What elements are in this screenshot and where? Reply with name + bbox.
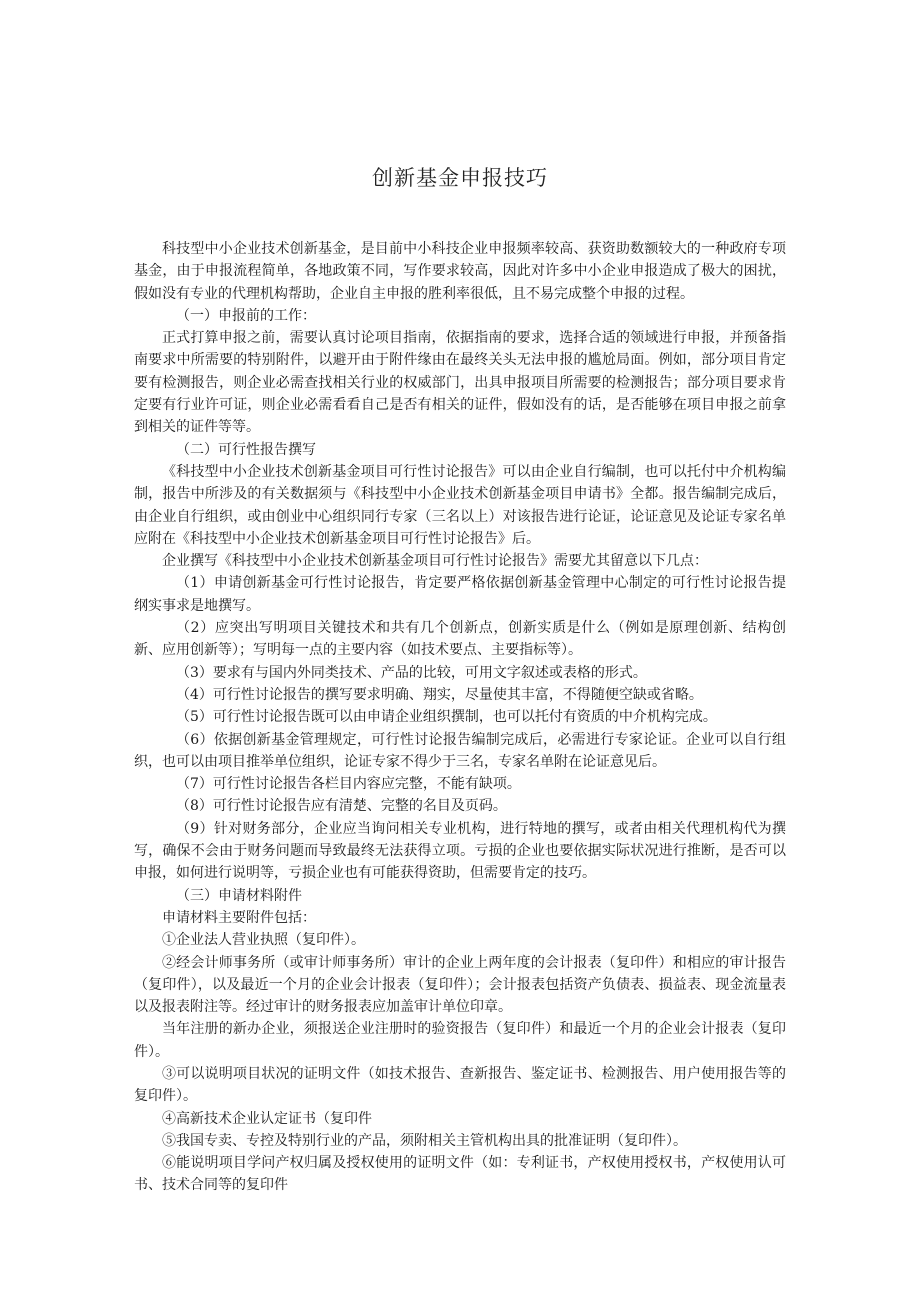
section-heading: （1）申请创新基金可行性讨论报告，肯定要严格依据创新基金管理中心制定的可行性讨论报告提纲实事求是地撰写。 (134, 575, 786, 614)
section-heading: （4）可行性讨论报告的撰写要求明确、翔实，尽量使其丰富，不得随便空缺或省略。 (176, 686, 703, 703)
paragraph: ⑥能说明项目学问产权归属及授权使用的证明文件（如：专利证书，产权使用授权书，产权使用认可书、技术合同等的复印件 (134, 1155, 786, 1194)
paragraph: 科技型中小企业技术创新基金，是目前中小科技企业申报频率较高、获资助数额较大的一种政府专项基金，由于申报流程简单，各地政策不同，写作要求较高，因此对许多中小企业申报造成了极大的困扰，假如没有专业的代理机构帮助，企业自主申报的胜利率很低，且不易完成整个申报的过程。 (134, 241, 786, 302)
paragraph: ①企业法人营业执照（复印件）。 (162, 932, 365, 949)
section-heading: （2）应突出写明项目关键技术和共有几个创新点，创新实质是什么（例如是原理创新、结构创新、应用创新等）；写明每一点的主要内容（如技术要点、主要指标等）。 (134, 620, 786, 659)
section-heading: （9）针对财务部分，企业应当询问相关专业机构，进行特地的撰写，或者由相关代理机构代为撰写，确保不会由于财务问题而导致最终无法获得立项。亏损的企业也要依据实际状况进行推断，是否可以申报，如何进行说明等，亏损企业也有可能获得资助，但需要肯定的技巧。 (134, 820, 786, 882)
paragraph: ④高新技术企业认定证书（复印件 (162, 1110, 372, 1127)
paragraph: 正式打算申报之前，需要认真讨论项目指南，依据指南的要求，选择合适的领域进行申报，并预备指南要求中所需要的特别附件，以避开由于附件缘由在最终关头无法申报的尴尬局面。例如，部分项目肯定要有检测报告，则企业必需查找相关行业的权威部门，出具申报项目所需要的检测报告；部分项目要求肯定要有行业许可证，则企业必需看看自己是否有相关的证件，假如没有的话，是否能够在项目申报之前拿到相关的证件等等。 (134, 330, 786, 436)
section-heading: （8）可行性讨论报告应有清楚、完整的名目及页码。 (176, 798, 507, 815)
paragraph: ⑤我国专卖、专控及特别行业的产品，须附相关主管机构出具的批准证明（复印件）。 (162, 1132, 687, 1149)
section-heading: （6）依据创新基金管理规定，可行性讨论报告编制完成后，必需进行专家论证。企业可以自行组织，也可以由项目推举单位组织，论证专家不得少于三名，专家名单附在论证意见后。 (134, 731, 786, 770)
section-heading: （一）申报前的工作： (176, 307, 316, 324)
paragraph: 当年注册的新办企业，须报送企业注册时的验资报告（复印件）和最近一个月的企业会计报表（复印件）。 (134, 1021, 786, 1060)
document-title: 创新基金申报技巧 (372, 166, 548, 190)
paragraph: 申请材料主要附件包括： (162, 909, 316, 926)
section-heading: （7）可行性讨论报告各栏目内容应完整，不能有缺项。 (176, 776, 521, 793)
paragraph: ③可以说明项目状况的证明文件（如技术报告、查新报告、鉴定证书、检测报告、用户使用报告等的复印件）。 (134, 1065, 786, 1105)
section-heading: （二）可行性报告撰写 (176, 441, 316, 458)
section-heading: （三）申请材料附件 (176, 887, 302, 904)
section-heading: （5）可行性讨论报告既可以由申请企业组织撰制，也可以托付有资质的中介机构完成。 (176, 709, 717, 726)
section-heading: （3）要求有与国内外同类技术、产品的比较，可用文字叙述或表格的形式。 (176, 664, 647, 681)
paragraph: 企业撰写《科技型中小企业技术创新基金项目可行性讨论报告》需要尤其留意以下几点： (162, 553, 708, 570)
paragraph: ②经会计师事务所（或审计师事务所）审计的企业上两年度的会计报表（复印件）和相应的审计报告（复印件），以及最近一个月的企业会计报表（复印件）；会计报表包括资产负债表、损益表、现金流量表以及报表附注等。经过审计的财务报表应加盖审计单位印章。 (134, 954, 786, 1016)
document-body (134, 238, 786, 1197)
paragraph: 《科技型中小企业技术创新基金项目可行性讨论报告》可以由企业自行编制，也可以托付中介机构编制，报告中所涉及的有关数据须与《科技型中小企业技术创新基金项目申请书》全都。报告编制完成后，由企业自行组织，或由创业中心组织同行专家（三名以上）对该报告进行论证，论证意见及论证专家名单应附在《科技型中小企业技术创新基金项目可行性讨论报告》后。 (134, 463, 786, 547)
